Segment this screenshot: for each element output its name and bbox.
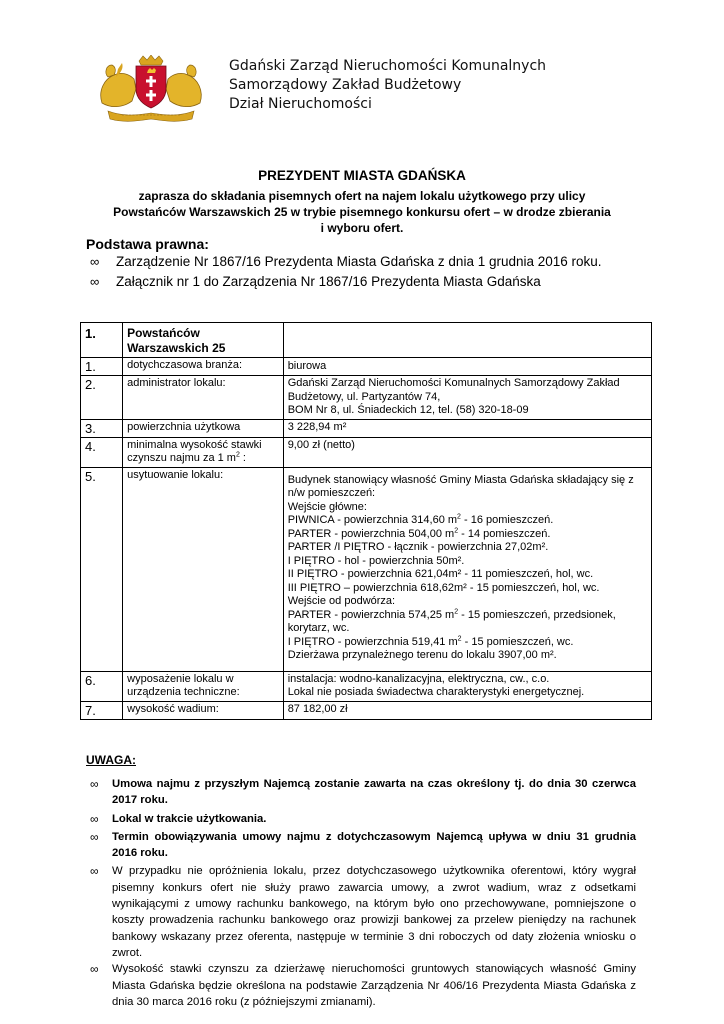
value-line: instalacja: wodno-kanalizacyjna, elektryczna, cw., c.o. bbox=[287, 672, 550, 685]
row-number: 4. bbox=[81, 437, 123, 467]
value-line: PARTER /I PIĘTRO - łącznik - powierzchnia 27,02m². bbox=[287, 541, 549, 553]
value-line: Budynek stanowiący własność Gminy Miasta Gdańska składający się z n/w pomieszczeń: bbox=[287, 473, 634, 499]
header-number: 1. bbox=[81, 323, 123, 358]
table-row bbox=[81, 701, 652, 719]
label-text: minimalna wysokość stawki czynszu najmu za 1 m bbox=[127, 438, 262, 464]
header-address: Powstańców Warszawskich 25 bbox=[123, 323, 284, 358]
row-number: 3. bbox=[81, 419, 123, 437]
organization-name: Gdański Zarząd Nieruchomości Komunalnych bbox=[229, 58, 547, 74]
value-line: I PIĘTRO - powierzchnia 519,41 $m^2 - 15$ pomieszczeń, wc. bbox=[287, 634, 574, 648]
table-header-row bbox=[81, 323, 652, 358]
infinity-bullet-icon: ∞ bbox=[90, 274, 100, 289]
legal-basis-item: Zarządzenie Nr 1867/16 Prezydenta Miasta Gdańska z dnia 1 grudnia 2016 roku. bbox=[116, 254, 602, 269]
announcement-title: PREZYDENT MIASTA GDAŃSKA bbox=[258, 168, 466, 183]
row-value: 87 182,00 zł bbox=[283, 701, 651, 719]
row-number: 1. bbox=[81, 358, 123, 376]
value-line: Wejście od podwórza: bbox=[287, 595, 396, 607]
list-item bbox=[90, 961, 636, 1010]
legal-basis-item: Załącznik nr 1 do Zarządzenia Nr 1867/16 Prezydenta Miasta Gdańska bbox=[116, 274, 541, 289]
superscript: 2 bbox=[235, 451, 240, 459]
notes-heading: UWAGA: bbox=[86, 753, 136, 767]
table-row bbox=[81, 358, 652, 376]
row-number: 6. bbox=[81, 671, 123, 701]
value-line: PARTER - powierzchnia 574,25 $m^2 - 15$ pomieszczeń, przedsionek, korytarz, wc. bbox=[287, 607, 616, 634]
row-value bbox=[283, 671, 651, 701]
organization-type: Samorządowy Zakład Budżetowy bbox=[229, 77, 462, 93]
list-item bbox=[90, 829, 636, 862]
note-text: Lokal w trakcie użytkowania. bbox=[112, 812, 267, 825]
row-value bbox=[283, 467, 651, 671]
infinity-bullet-icon: ∞ bbox=[90, 829, 99, 844]
table-row bbox=[81, 467, 652, 671]
infinity-bullet-icon: ∞ bbox=[90, 864, 99, 879]
row-number: 5. bbox=[81, 467, 123, 671]
row-label: wysokość wadium: bbox=[123, 701, 284, 719]
table-row bbox=[81, 437, 652, 467]
property-table bbox=[80, 322, 652, 720]
header-empty-cell bbox=[283, 323, 651, 358]
organization-header bbox=[229, 57, 546, 114]
infinity-bullet-icon: ∞ bbox=[90, 254, 100, 269]
row-label: powierzchnia użytkowa bbox=[123, 419, 284, 437]
value-line: I PIĘTRO - hol - powierzchnia 50m². bbox=[287, 554, 465, 567]
row-label: wyposażenie lokalu w urządzenia techniczne: bbox=[123, 671, 284, 701]
row-value: biurowa bbox=[283, 358, 651, 376]
value-line: III PIĘTRO – powierzchnia 618,62m² - 15 pomieszczeń, hol, wc. bbox=[287, 581, 600, 594]
gdansk-coat-of-arms-icon bbox=[94, 55, 208, 123]
note-text: W przypadku nie opróżnienia lokalu, przez dotychczasowego użytkownika oferentowi, który wygrał pisemny konkurs ofert nie służy prawo zawarcia umowy, a zwrot wadium, wraz z odsetkami wynikającymi z umowy rachunku bankowego, na którym było ono przechowywane, pomniejszone o koszty prowadzenia rachunku bankowego oraz prowizji bankowej za przelew pieniędzy na rachunek bankowy wskazany przez oferenta, następuje w terminie 3 dni roboczych od daty złożenia wniosku o zwrot. bbox=[112, 865, 636, 959]
organization-department: Dział Nieruchomości bbox=[229, 96, 372, 112]
legal-basis-list bbox=[90, 252, 602, 292]
infinity-bullet-icon: ∞ bbox=[90, 962, 99, 977]
list-item bbox=[90, 863, 636, 961]
row-label: administrator lokalu: bbox=[123, 376, 284, 420]
table-row bbox=[81, 419, 652, 437]
value-line: II PIĘTRO - powierzchnia 621,04m² - 11 pomieszczeń, hol, wc. bbox=[287, 568, 594, 580]
table-row bbox=[81, 376, 652, 420]
infinity-bullet-icon: ∞ bbox=[90, 777, 99, 791]
infinity-bullet-icon: ∞ bbox=[90, 811, 99, 826]
row-value: 3 228,94 m² bbox=[283, 419, 651, 437]
row-number: 7. bbox=[81, 701, 123, 719]
value-line: Gdański Zarząd Nieruchomości Komunalnych Samorządowy Zakład Budżetowy, ul. Partyzantów 74, bbox=[287, 377, 620, 403]
legal-basis-heading: Podstawa prawna: bbox=[86, 236, 209, 252]
note-text: Umowa najmu z przyszłym Najemcą zostanie zawarta na czas określony tj. do dnia 30 czerwca 2017 roku. bbox=[112, 778, 636, 807]
notes-list bbox=[90, 776, 636, 1010]
row-value bbox=[283, 376, 651, 420]
row-label: dotychczasowa branża: bbox=[123, 358, 284, 376]
list-item bbox=[90, 811, 636, 827]
value-line: Lokal nie posiada świadectwa charakterystyki energetycznej. bbox=[287, 686, 585, 698]
note-text: Wysokość stawki czynszu za dzierżawę nieruchomości gruntowych stanowiących własność Gminy Miasta Gdańska będzie określona na podstawie Zarządzenia Nr 406/16 Prezydenta Miasta Gdańska z dnia 30 marca 2016 roku (z późniejszymi zmianami). bbox=[112, 963, 636, 1008]
list-item bbox=[90, 272, 602, 292]
list-item bbox=[90, 252, 602, 272]
row-label bbox=[123, 437, 284, 467]
value-line: Dzierżawa przynależnego terenu do lokalu 3907,00 m². bbox=[287, 649, 557, 661]
row-label: usytuowanie lokalu: bbox=[123, 467, 284, 671]
row-number: 2. bbox=[81, 376, 123, 420]
value-line: PIWNICA - powierzchnia 314,60 $m^2 - 16$ pomieszczeń. bbox=[287, 513, 554, 526]
value-line: BOM Nr 8, ul. Śniadeckich 12, tel. (58) 320-18-09 bbox=[287, 404, 529, 416]
value-line: Wejście główne: bbox=[287, 500, 367, 513]
row-value: 9,00 zł (netto) bbox=[283, 437, 651, 467]
value-line: PARTER - powierzchnia 504,00 $m^2 - 14$ pomieszczeń. bbox=[287, 526, 551, 540]
note-text: Termin obowiązywania umowy najmu z dotychczasowym Najemcą upływa w dniu 31 grudnia 2016 roku. bbox=[112, 830, 636, 860]
list-item bbox=[90, 776, 636, 809]
announcement-subtitle: zaprasza do składania pisemnych ofert na najem lokalu użytkowego przy ulicy Powstańców Warszawskich 25 w trybie pisemnego konkursu ofert – w drodze zbierania i wyboru ofert. bbox=[113, 189, 611, 235]
table-row bbox=[81, 671, 652, 701]
label-text: : bbox=[239, 452, 246, 464]
